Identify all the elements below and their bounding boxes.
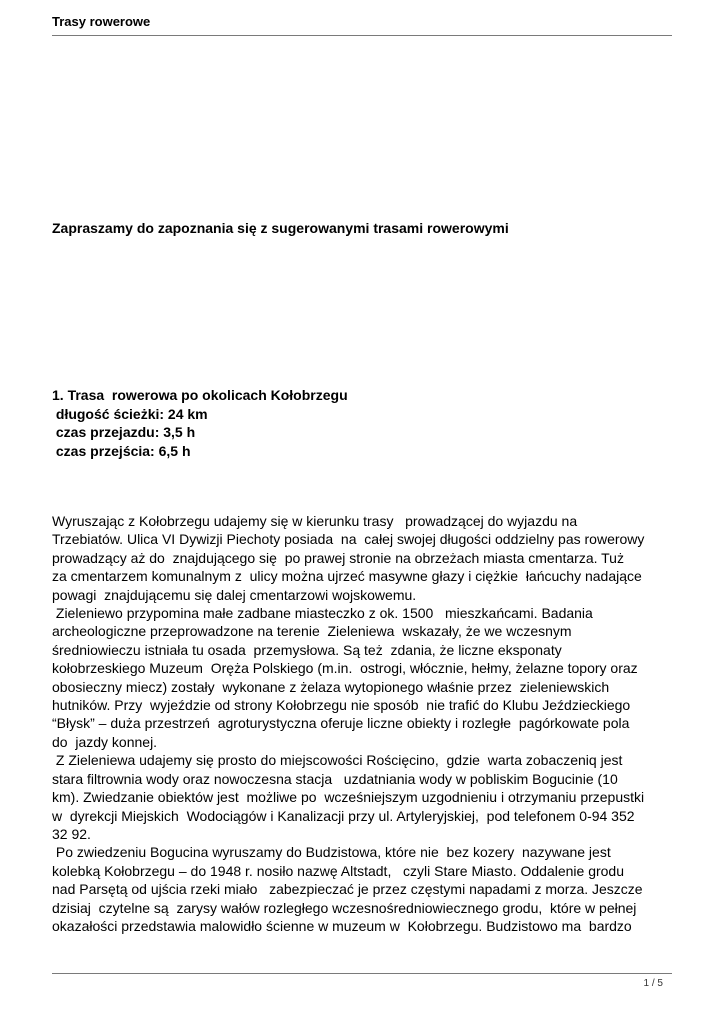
route-summary bbox=[52, 386, 348, 460]
text-line: w dyrekcji Miejskich Wodociągów i Kanalizacji przy ul. Artyleryjskiej, pod telefonem 0-94 352 bbox=[52, 807, 635, 824]
text-line: Z Zieleniewa udajemy się prosto do miejscowości Rościęcino, gdzie warta zobaczeniq jest bbox=[52, 752, 623, 769]
route-description bbox=[52, 512, 678, 935]
text-line: km). Zwiedzanie obiektów jest możliwe po wcześniejszym uzgodnieniu i otrzymaniu przepustki bbox=[52, 789, 645, 806]
route-length: długość ścieżki: 24 km bbox=[52, 405, 208, 422]
text-line: archeologiczne przeprowadzone na terenie Zieleniewa wskazały, że we wczesnym bbox=[52, 623, 572, 640]
text-line: średniowieczu istniała tu osada przemysłowa. Są też zdania, że liczne eksponaty bbox=[52, 641, 562, 658]
text-line: do jazdy konnej. bbox=[52, 733, 158, 750]
text-line: nad Parsętą od ujścia rzeki miało zabezpieczać je przez częstymi napadami z morza. Jeszcze bbox=[52, 881, 643, 898]
header-divider bbox=[52, 35, 672, 36]
text-line: kołobrzeskiego Muzeum Oręża Polskiego (m.in. ostrogi, włócznie, hełmy, żelazne topory oraz bbox=[52, 660, 638, 677]
text-line: “Błysk” – duża przestrzeń agroturystyczna oferuje liczne obiekty i rozległe pagórkowate pola bbox=[52, 715, 630, 732]
text-line: Zieleniewo przypomina małe zadbane miasteczko z ok. 1500 mieszkańcami. Badania bbox=[52, 605, 593, 622]
footer-divider bbox=[52, 973, 672, 974]
text-line: kolebką Kołobrzegu – do 1948 r. nosiło nazwę Altstadt, czyli Stare Miasto. Oddalenie grodu bbox=[52, 862, 625, 879]
document-header-title: Trasy rowerowe bbox=[52, 14, 151, 29]
route-ride-time: czas przejazdu: 3,5 h bbox=[52, 424, 196, 440]
page-number: 1 / 5 bbox=[643, 978, 663, 989]
text-line: za cmentarzem komunalnym z ulicy można ujrzeć masywne głazy i ciężkie łańcuchy nadające bbox=[52, 568, 642, 585]
route-walk-time: czas przejścia: 6,5 h bbox=[52, 442, 191, 459]
text-line: Trzebiatów. Ulica VI Dywizji Piechoty posiada na całej swojej długości oddzielny pas rowerowy bbox=[52, 531, 645, 548]
text-line: obosieczny miecz) zostały wykonane z żelaza wytopionego właśnie przez zieleniewskich bbox=[52, 678, 610, 695]
text-line: okazałości przedstawia malowidło ścienne w muzeum w Kołobrzegu. Budzistowo ma bardzo bbox=[52, 917, 632, 934]
text-line: Wyruszając z Kołobrzegu udajemy się w kierunku trasy prowadzącej do wyjazdu na bbox=[52, 513, 578, 529]
text-line: stara filtrownia wody oraz nowoczesna stacja uzdatniania wody w pobliskim Bogucinie (10 bbox=[52, 770, 618, 787]
intro-heading: Zapraszamy do zapoznania się z sugerowanymi trasami rowerowymi bbox=[52, 220, 509, 236]
text-line: dzisiaj czytelne są zarysy wałów rozległego wczesnośredniowiecznego grodu, które w pełnej bbox=[52, 899, 637, 916]
text-line: hutników. Przy wyjeździe od strony Kołobrzegu nie sposób nie trafić do Klubu Jeździeckiego bbox=[52, 697, 631, 714]
route-title: 1. Trasa rowerowa po okolicach Kołobrzegu bbox=[52, 387, 348, 403]
text-line: Po zwiedzeniu Bogucina wyruszamy do Budzistowa, które nie bez kozery nazywane jest bbox=[52, 844, 611, 861]
text-line: powagi znajdującemu się dalej cmentarzowi wojskowemu. bbox=[52, 586, 417, 603]
text-line: 32 92. bbox=[52, 825, 91, 842]
text-line: prowadzący aż do znajdującego się po prawej stronie na obrzeżach miasta cmentarza. Tuż bbox=[52, 549, 624, 566]
